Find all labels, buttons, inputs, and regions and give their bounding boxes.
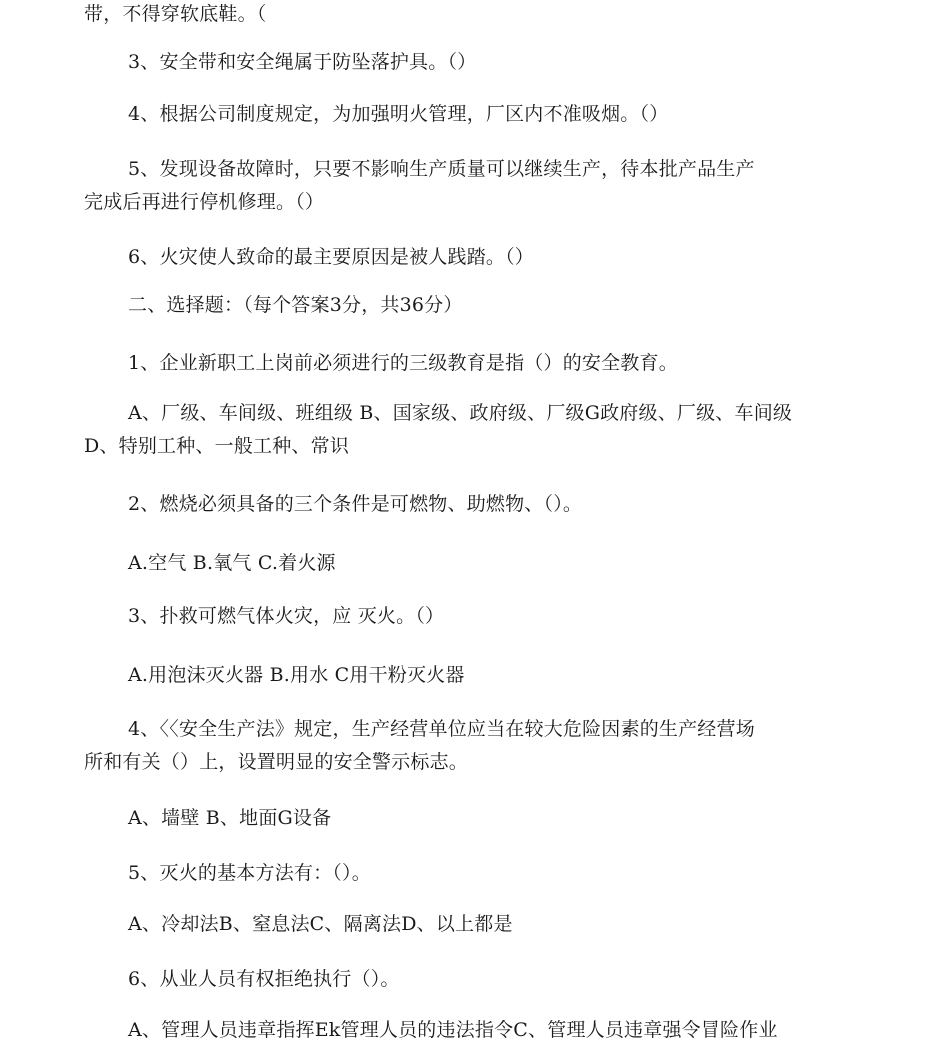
question-2: 2、燃烧必须具备的三个条件是可燃物、助燃物、（）。 xyxy=(128,493,583,515)
true-false-item-3: 3、安全带和安全绳属于防坠落护具。（） xyxy=(128,51,477,73)
question-4-options: A、墙壁 B、地面G设备 xyxy=(128,807,332,829)
question-1: 1、企业新职工上岗前必须进行的三级教育是指（）的安全教育。 xyxy=(128,352,678,374)
question-4: 4、〈〈安全生产法》规定，生产经营单位应当在较大危险因素的生产经营场 xyxy=(128,718,755,740)
true-false-item-4: 4、根据公司制度规定，为加强明火管理，厂区内不准吸烟。（） xyxy=(128,103,669,125)
question-5-options: A、冷却法B、窒息法C、隔离法D、以上都是 xyxy=(128,913,513,935)
true-false-item-5: 5、发现设备故障时，只要不影响生产质量可以继续生产，待本批产品生产 xyxy=(128,158,755,180)
question-6-options: A、管理人员违章指挥Ek管理人员的违法指令C、管理人员违章强令冒险作业 xyxy=(128,1019,778,1041)
true-false-item-6: 6、火灾使人致命的最主要原因是被人践踏。（） xyxy=(128,246,534,268)
question-2-options: A.空气 B.氧气 C.着火源 xyxy=(128,552,336,574)
question-6: 6、从业人员有权拒绝执行（）。 xyxy=(128,968,400,990)
true-false-item-5-cont: 完成后再进行停机修理。（） xyxy=(84,191,325,213)
question-5: 5、灭火的基本方法有：（）。 xyxy=(128,862,371,884)
question-4-cont: 所和有关（）上，设置明显的安全警示标志。 xyxy=(84,751,469,773)
question-1-options: A、厂级、车间级、班组级 B、国家级、政府级、厂级G政府级、厂级、车间级 xyxy=(128,402,793,424)
section-heading-multiple-choice: 二、选择题：（每个答案3分，共36分） xyxy=(128,294,463,316)
question-3-options: A.用泡沫灭火器 B.用水 C用干粉灭火器 xyxy=(128,664,465,686)
question-3: 3、扑救可燃气体火灾，应 灭火。（） xyxy=(128,605,445,627)
question-1-options-cont: D、特别工种、一般工种、常识 xyxy=(84,435,350,457)
text-line: 带，不得穿软底鞋。（ xyxy=(84,3,267,25)
